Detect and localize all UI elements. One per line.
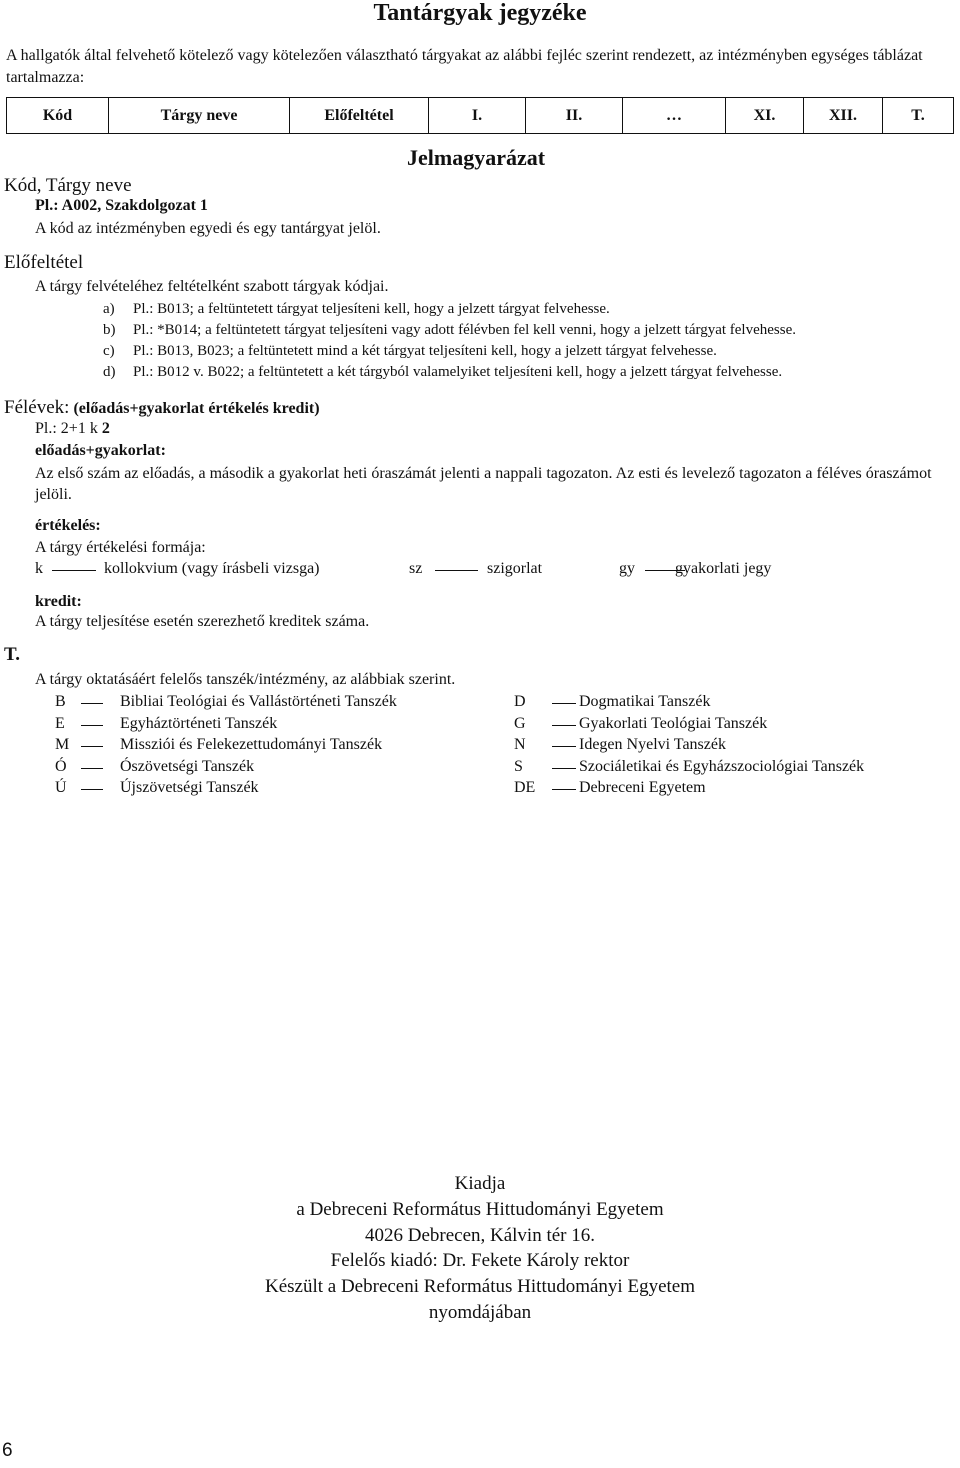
dash-line: [552, 768, 576, 769]
page-title: Tantárgyak jegyzéke: [373, 0, 587, 26]
dash-line: [552, 725, 576, 726]
dash-line: [552, 703, 576, 704]
department-code: N: [514, 736, 526, 753]
department-code: G: [514, 714, 526, 732]
department-code: Ú: [55, 779, 67, 796]
header-table: [6, 97, 954, 134]
header-cell-xii: XII.: [804, 98, 883, 134]
department-name: Újszövetségi Tanszék: [120, 779, 259, 796]
footer-line: 4026 Debrecen, Kálvin tér 16.: [364, 1225, 596, 1246]
department-name: Missziói és Felekezettudományi Tanszék: [120, 736, 383, 753]
header-cell-ii: II.: [526, 98, 623, 134]
list-item-mark: d): [103, 364, 116, 380]
header-cell-elofeltetel: Előfeltétel: [290, 98, 429, 134]
ertekeles-heading: értékelés:: [35, 517, 101, 534]
kod-heading: Kód, Tárgy neve: [4, 175, 132, 196]
department-code: M: [55, 736, 70, 753]
department-name: Egyháztörténeti Tanszék: [120, 714, 278, 732]
kod-description: A kód az intézményben egyedi és egy tantárgyat jelöl.: [35, 220, 381, 237]
dash-line: [552, 789, 576, 790]
elofeltetel-heading: Előfeltétel: [4, 252, 84, 273]
kod-example: Pl.: A002, Szakdolgozat 1: [35, 197, 208, 214]
list-item-mark: c): [103, 343, 115, 359]
department-code: DE: [514, 779, 536, 796]
list-item: Pl.: *B014; a feltüntetett tárgyat teljesíteni vagy adott félévben fel kell venni, hogy a jelzett tárgyat felvehesse.: [133, 322, 796, 338]
department-name: Gyakorlati Teológiai Tanszék: [579, 714, 768, 732]
ertekeles-description: A tárgy értékelési formája:: [35, 539, 206, 556]
kredit-description: A tárgy teljesítése esetén szerezhető kreditek száma.: [35, 613, 370, 630]
department-code: S: [514, 757, 523, 775]
list-item: Pl.: B013, B023; a feltüntetett mind a két tárgyat teljesíteni kell, hogy a jelzett tárgyat felvehesse.: [133, 343, 717, 359]
dash-line: [81, 703, 103, 704]
department-name: Dogmatikai Tanszék: [579, 693, 711, 710]
footer-line: Kiadja: [454, 1173, 506, 1194]
department-name: Bibliai Teológiai és Vallástörténeti Tanszék: [120, 693, 397, 710]
list-item-mark: b): [103, 322, 116, 338]
elofeltetel-description: A tárgy felvételéhez feltételként szabott tárgyak kódjai.: [35, 278, 389, 295]
department-code: B: [55, 693, 66, 710]
list-item: Pl.: B013; a feltüntetett tárgyat teljesíteni kell, hogy a jelzett tárgyat felvehesse.: [133, 301, 610, 317]
department-code: Ó: [55, 757, 67, 775]
footer-line: nyomdájában: [428, 1302, 532, 1323]
header-cell-t: T.: [883, 98, 954, 134]
dash-line: [552, 746, 576, 747]
header-cell-i: I.: [429, 98, 526, 134]
dash-line: [81, 746, 103, 747]
department-name: Idegen Nyelvi Tanszék: [579, 736, 726, 753]
dash-line: [81, 725, 103, 726]
ea-gy-heading: előadás+gyakorlat:: [35, 442, 166, 459]
department-name: Ószövetségi Tanszék: [120, 757, 255, 775]
department-name: Szociáletikai és Egyházszociológiai Tanszék: [579, 757, 865, 775]
dash-line: [81, 789, 103, 790]
intro-paragraph: A hallgatók által felvehető kötelező vagy kötelezően választható tárgyakat az alábbi fejléc szerint rendezett, az intézményben egységes táblázat tartalmazza:: [6, 47, 923, 86]
header-cell-xi: XI.: [726, 98, 804, 134]
kredit-heading: kredit:: [35, 593, 82, 610]
ea-gy-description: Az első szám az előadás, a második a gyakorlat heti óraszámát jelenti a nappali tagozaton. Az esti és levelező tagozaton a féléves óraszámot jelöli.: [35, 465, 932, 503]
header-cell-ellipsis: …: [623, 98, 726, 134]
list-item: Pl.: B012 v. B022; a feltüntetett a két tárgyból valamelyiket teljesíteni kell, hogy a jelzett tárgyat felvehesse.: [133, 364, 783, 380]
footer-line: a Debreceni Református Hittudományi Egyetem: [296, 1199, 664, 1220]
page-number: 6: [2, 1440, 13, 1461]
department-code: D: [514, 693, 526, 710]
list-item-mark: a): [103, 301, 115, 317]
header-cell-kod: Kód: [7, 98, 109, 134]
dash-line: [81, 768, 103, 769]
t-heading: T.: [4, 644, 21, 665]
felevek-example: Pl.: 2+1 k 2: [35, 420, 110, 437]
department-name: Debreceni Egyetem: [579, 779, 706, 796]
department-code: E: [55, 714, 65, 732]
legend-title: Jelmagyarázat: [407, 145, 546, 170]
footer-line: Készült a Debreceni Református Hittudományi Egyetem: [264, 1276, 695, 1297]
header-cell-targy-neve: Tárgy neve: [109, 98, 290, 134]
t-description: A tárgy oktatásáért felelős tanszék/intézmény, az alábbiak szerint.: [35, 671, 456, 688]
felevek-heading: Félévek: (előadás+gyakorlat értékelés kredit): [4, 397, 320, 418]
footer-line: Felelős kiadó: Dr. Fekete Károly rektor: [330, 1250, 630, 1271]
